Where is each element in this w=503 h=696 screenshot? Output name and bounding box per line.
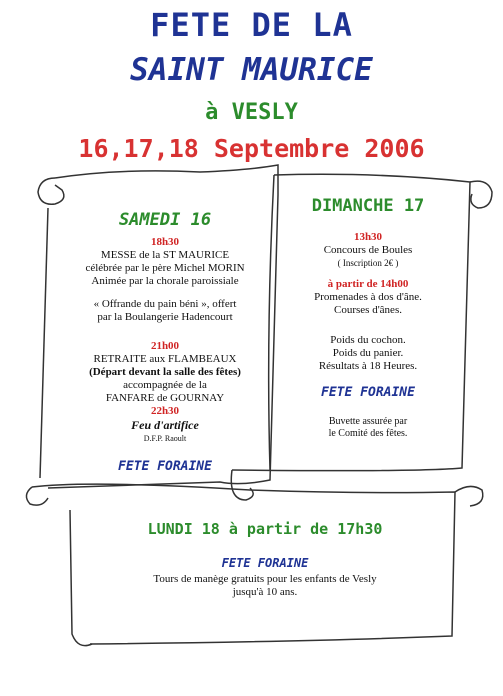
monday-panel bbox=[80, 520, 450, 599]
sunday-panel bbox=[280, 196, 456, 440]
saturday-retreat-line4: FANFARE de GOURNAY bbox=[105, 392, 225, 404]
saturday-retreat-line1: RETRAITE aux FLAMBEAUX bbox=[93, 353, 237, 365]
saturday-offering-line1: « Offrande du pain béni », offert bbox=[93, 298, 237, 310]
saturday-fair: FETE FORAINE bbox=[118, 459, 212, 474]
saturday-time-2: 21h00 bbox=[150, 340, 180, 352]
saturday-mass-line2: célébrée par le père Michel MORIN bbox=[85, 262, 245, 274]
saturday-heading: SAMEDI 16 bbox=[118, 210, 212, 230]
monday-scroll-curl-left bbox=[26, 487, 48, 505]
saturday-time-1: 18h30 bbox=[150, 236, 180, 248]
monday-rides-line1: Tours de manège gratuits pour les enfants de Vesly bbox=[153, 573, 377, 585]
saturday-time-3: 22h30 bbox=[150, 405, 180, 417]
saturday-mass-line3: Animée par la chorale paroissiale bbox=[91, 275, 239, 287]
saturday-fireworks: Feu d'artifice bbox=[131, 418, 199, 432]
sunday-donkey-line1: Promenades à dos d'âne. bbox=[314, 291, 422, 303]
sunday-results: Résultats à 18 Heures. bbox=[318, 360, 418, 372]
saturday-offering-line2: par la Boulangerie Hadencourt bbox=[97, 311, 233, 323]
monday-rides-line2: jusqu'à 10 ans. bbox=[232, 586, 298, 598]
monday-scroll-curl-right bbox=[455, 486, 483, 506]
sunday-boules: Concours de Boules bbox=[323, 244, 413, 256]
sunday-bar-line1: Buvette assurée par bbox=[328, 416, 408, 427]
saturday-panel bbox=[60, 210, 270, 474]
poster-dates: 16,17,18 Septembre 2006 bbox=[78, 134, 425, 163]
sunday-pig-line2: Poids du panier. bbox=[332, 347, 404, 359]
sunday-fair: FETE FORAINE bbox=[321, 385, 415, 400]
sunday-pig-line1: Poids du cochon. bbox=[330, 334, 406, 346]
monday-heading: LUNDI 18 à partir de 17h30 bbox=[147, 520, 383, 538]
sunday-donkey-line2: Courses d'ânes. bbox=[334, 304, 402, 316]
monday-fair: FETE FORAINE bbox=[221, 556, 309, 570]
saturday-retreat-line2: (Départ devant la salle des fêtes) bbox=[89, 366, 241, 378]
sunday-heading: DIMANCHE 17 bbox=[311, 196, 425, 216]
sunday-time-1: 13h30 bbox=[353, 231, 383, 243]
poster-place: à VESLY bbox=[205, 100, 298, 125]
sunday-scroll-curl-top bbox=[470, 181, 492, 208]
sunday-bar-line2: le Comité des fêtes. bbox=[328, 428, 408, 439]
saturday-scroll-curl-top bbox=[38, 178, 64, 204]
sunday-time-2: à partir de 14h00 bbox=[327, 278, 409, 290]
sunday-boules-note: ( Inscription 2€ ) bbox=[337, 258, 399, 268]
saturday-fireworks-credit: D.F.P. Raoult bbox=[143, 434, 187, 443]
saturday-mass-line1: MESSE de la ST MAURICE bbox=[100, 249, 230, 261]
saturday-retreat-line3: accompagnée de la bbox=[123, 379, 207, 391]
poster-title-line2: SAINT MAURICE bbox=[130, 52, 373, 88]
poster-title-line1: FETE DE LA bbox=[150, 6, 353, 44]
